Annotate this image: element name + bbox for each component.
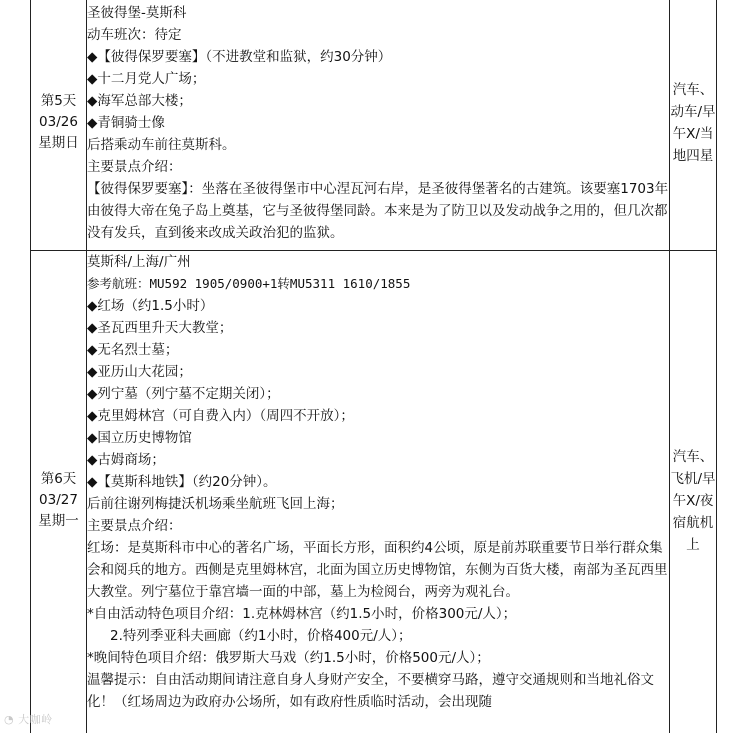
day6-optional-1: *自由活动特色项目介绍：1.克林姆林宫（约1.5小时，价格300元/人）； [87,606,517,622]
day5-day-cell [31,0,87,251]
day6-item: ◆圣瓦西里升天大教堂； [87,320,233,336]
day6-intro-heading: 主要景点介绍： [87,518,182,534]
day6-evening-option: *晚间特色项目介绍：俄罗斯大马戏（约1.5小时，价格500元/人）； [87,650,490,666]
day6-day-cell [31,251,87,733]
day6-item: ◆【莫斯科地铁】（约20分钟）。 [87,474,277,490]
day5-transfer: 后搭乘动车前往莫斯科。 [87,136,236,153]
day5-item: ◆十二月党人广场； [87,70,206,87]
day5-meal-cell: 汽车、动车/早午X/当地四星 [670,0,717,251]
day6-label: 第6天 [40,471,77,487]
watermark-logo: ◔ 大咖岭 [4,713,53,726]
day6-meal-cell: 汽车、飞机/早午X/夜宿航机上 [670,251,717,733]
day6-warm-tip: 温馨提示：自由活动期间请注意自身人身财产安全，不要横穿马路，遵守交通规则和当地礼俗文化！（红场周边为政府办公场所，如有政府性质临时活动，会出现随 [87,672,654,710]
day6-route: 莫斯科/上海/广州 [87,254,191,270]
day5-label: 第5天 [40,93,77,109]
day5-row [31,0,717,251]
day5-weekday: 星期日 [38,135,79,151]
day6-item: ◆红场（约1.5小时） [87,298,214,314]
day5-train: 动车班次：待定 [87,26,182,43]
day6-row [31,251,717,733]
day5-route: 圣彼得堡-莫斯科 [87,4,187,21]
day5-intro-heading: 主要景点介绍： [87,158,182,175]
day6-date: 03/27 [39,492,78,508]
day6-optional-2: 2.特列季亚科夫画廊（约1小时，价格400元/人）； [110,628,412,644]
day6-item: ◆亚历山大花园； [87,364,192,380]
day5-date: 03/26 [39,114,78,130]
day6-detail-cell [87,251,670,733]
day6-weekday: 星期一 [38,513,79,529]
day5-item: ◆海军总部大楼； [87,92,192,109]
day5-item: ◆【彼得保罗要塞】（不进教堂和监狱，约30分钟） [87,48,392,65]
day5-item: ◆青铜骑士像 [87,114,165,131]
day6-item: ◆古姆商场； [87,452,165,468]
day6-transfer: 后前往谢列梅捷沃机场乘坐航班飞回上海； [87,496,344,512]
day5-detail-cell [87,0,670,251]
day6-item: ◆国立历史博物馆 [87,430,192,446]
day5-intro-text: 【彼得保罗要塞】：坐落在圣彼得堡市中心涅瓦河右岸，是圣彼得堡著名的古建筑。该要塞1703年由彼得大帝在兔子岛上奠基，它与圣彼得堡同龄。本来是为了防卫以及发动战争之用的，但几次都没有发兵，直到後来改成关政治犯的监狱。 [87,180,669,241]
itinerary-table [30,0,717,733]
day6-item: ◆无名烈士墓； [87,342,179,358]
day6-item: ◆克里姆林宫（可自费入内）（周四不开放）； [87,408,354,424]
day6-intro-text: 红场：是莫斯科市中心的著名广场，平面长方形，面积约4公顷，原是前苏联重要节日举行群众集会和阅兵的地方。西侧是克里姆林宫，北面为国立历史博物馆，东侧为百货大楼，南部为圣瓦西里大教堂。列宁墓位于靠宫墙一面的中部，墓上为检阅台，两旁为观礼台。 [87,540,668,600]
day6-item: ◆列宁墓（列宁墓不定期关闭）； [87,386,280,402]
watermark-icon: ◔ [4,713,19,726]
day6-flight: 参考航班：MU592 1905/0900+1转MU5311 1610/1855 [87,276,411,291]
